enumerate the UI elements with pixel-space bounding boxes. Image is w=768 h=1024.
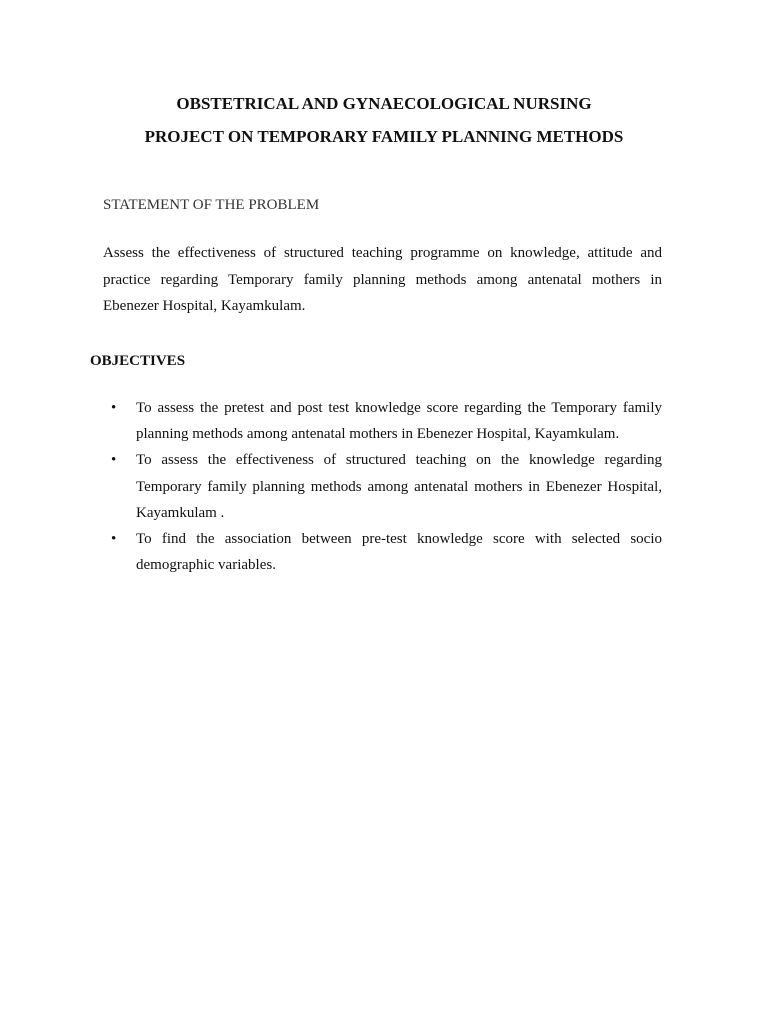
objective-text: To assess the effectiveness of structured teaching on the knowledge regarding Temporary family planning methods among antenatal mothers in Ebenezer Hospital, Kayamkulam . [136, 452, 662, 521]
bullet-icon: • [111, 452, 117, 469]
list-item [103, 526, 662, 578]
list-item [103, 447, 662, 526]
list-item [103, 395, 662, 447]
objectives-list [103, 395, 662, 578]
objectives-heading: OBJECTIVES [90, 353, 186, 369]
objective-text: To find the association between pre-test knowledge score with selected socio demographic variables. [136, 531, 662, 574]
statement-paragraph: Assess the effectiveness of structured teaching programme on knowledge, attitude and practice regarding Temporary family planning methods among antenatal mothers in Ebenezer Hospital, Kayamkulam. [103, 245, 662, 314]
bullet-icon: • [111, 400, 117, 416]
document-title-line-2: PROJECT ON TEMPORARY FAMILY PLANNING METHODS [144, 127, 624, 146]
objective-text: To assess the pretest and post test knowledge score regarding the Temporary family planning methods among antenatal mothers in Ebenezer Hospital, Kayamkulam. [136, 400, 662, 443]
statement-heading: STATEMENT OF THE PROBLEM [103, 197, 320, 213]
bullet-icon: • [111, 531, 117, 548]
document-title-line-1: OBSTETRICAL AND GYNAECOLOGICAL NURSING [176, 94, 592, 113]
